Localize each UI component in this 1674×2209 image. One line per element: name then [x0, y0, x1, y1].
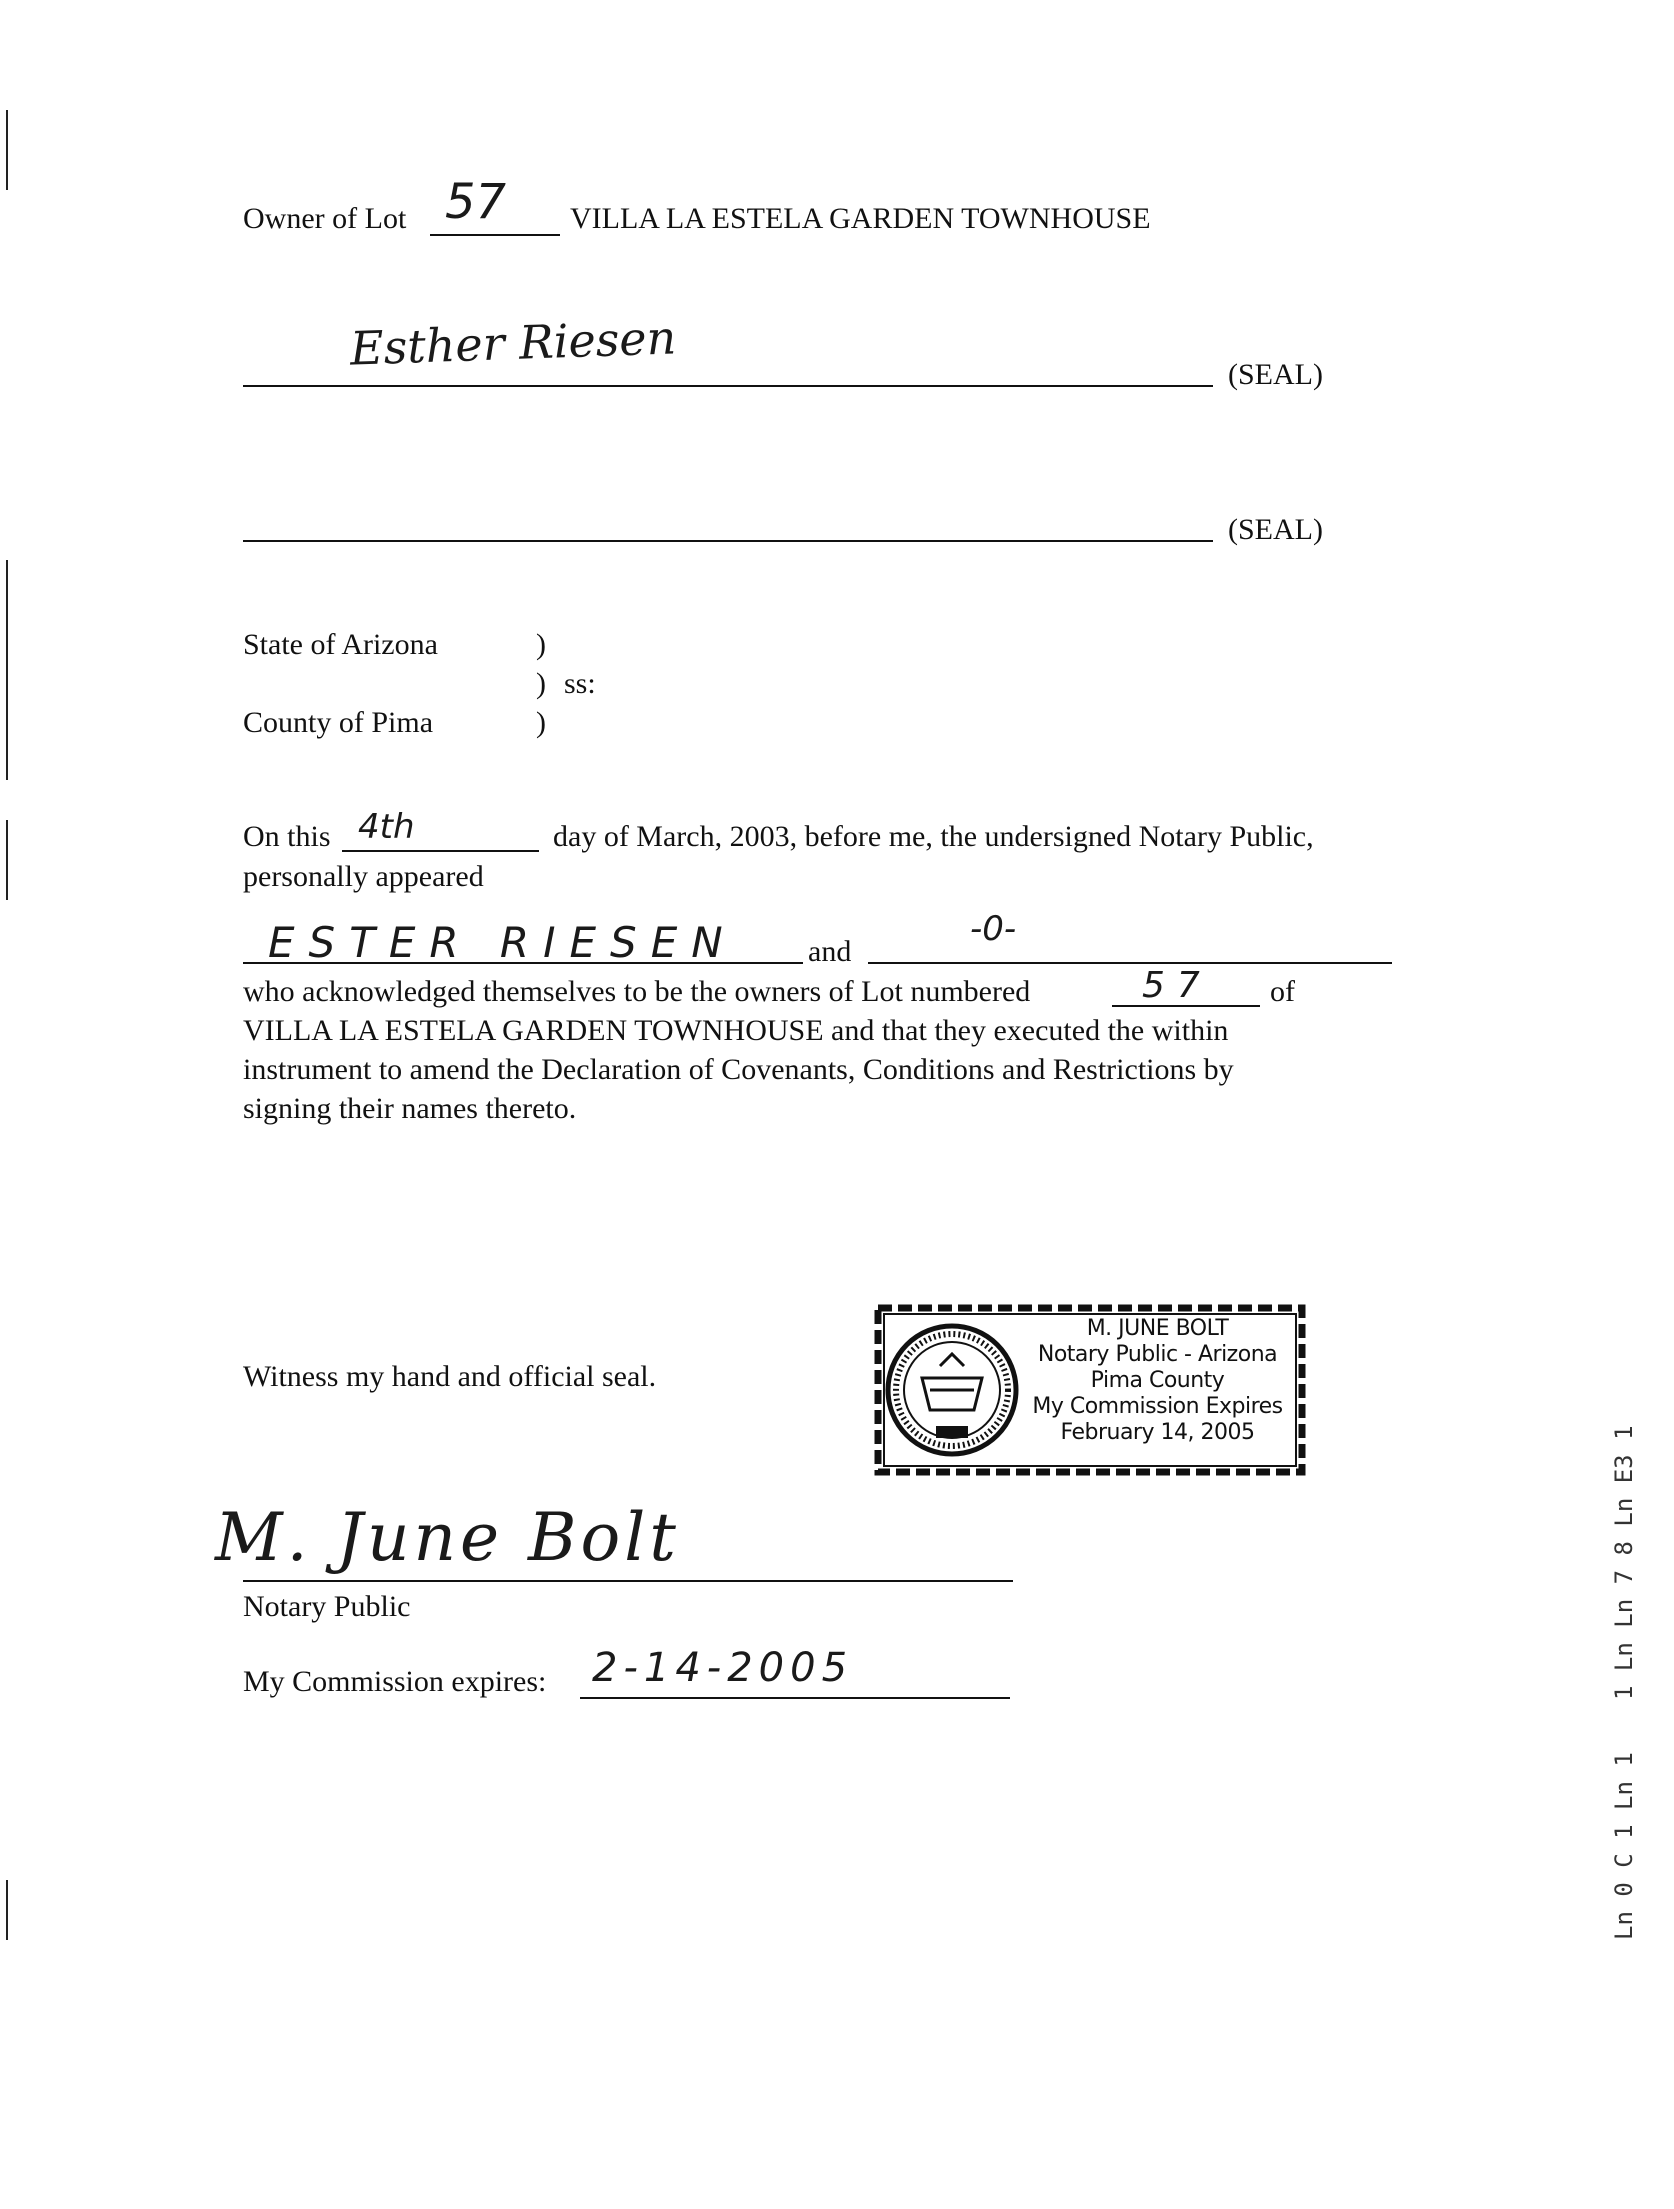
acknowledgment-line-6: instrument to amend the Declaration of Covenants, Conditions and Restrictions by: [243, 1053, 1234, 1086]
second-owner-rule: [868, 962, 1392, 964]
county-label: County of Pima: [243, 706, 434, 739]
on-this-label: On this: [243, 820, 331, 853]
owner-of-lot-label: Owner of Lot: [243, 202, 407, 235]
stamp-notary-title: Notary Public - Arizona: [1037, 1342, 1278, 1367]
scan-edge-mark: [6, 820, 8, 900]
signature-rule-2: [243, 540, 1213, 542]
notary-signature: M. June Bolt: [215, 1499, 680, 1576]
day-rule: [342, 850, 539, 852]
side-mark: 1 Ln Ln 7 8 Ln E3 1: [1610, 1425, 1638, 1700]
acknowledgment-line-5: VILLA LA ESTELA GARDEN TOWNHOUSE and that they executed the within: [243, 1014, 1229, 1047]
lot-number-rule: [430, 234, 560, 236]
scan-edge-mark: [6, 110, 8, 190]
notary-public-label: Notary Public: [243, 1590, 411, 1623]
stamp-notary-name: M. JUNE BOLT: [1086, 1316, 1229, 1341]
acknowledgment-line-7: signing their names thereto.: [243, 1092, 577, 1125]
second-owner-handwritten: -0-: [970, 909, 1017, 949]
subdivision-name: VILLA LA ESTELA GARDEN TOWNHOUSE: [570, 202, 1151, 235]
venue-paren: ): [536, 667, 546, 700]
notary-signature-rule: [243, 1580, 1013, 1582]
witness-statement: Witness my hand and official seal.: [243, 1360, 657, 1393]
stamp-expiry-date: February 14, 2005: [1060, 1420, 1255, 1445]
ss-label: ss:: [564, 667, 596, 700]
venue-paren: ): [536, 706, 546, 739]
commission-expires-label: My Commission expires:: [243, 1665, 547, 1698]
scan-edge-mark: [6, 560, 8, 780]
and-label: and: [808, 935, 852, 968]
lot-number-handwritten: 57: [445, 174, 507, 230]
scan-edge-mark: [6, 1880, 8, 1940]
signature-rule-1: [243, 385, 1213, 387]
venue-paren: ): [536, 628, 546, 661]
state-label: State of Arizona: [243, 628, 438, 661]
stamp-county: Pima County: [1090, 1368, 1225, 1393]
day-handwritten: 4th: [358, 807, 415, 847]
commission-date-rule: [580, 1697, 1010, 1699]
owner-name-handwritten: ESTER RIESEN: [268, 918, 737, 967]
acknowledgment-line-4: who acknowledged themselves to be the owners of Lot numbered: [243, 975, 1031, 1008]
commission-date-handwritten: 2-14-2005: [592, 1645, 854, 1691]
side-mark: Ln 0 C 1 Ln 1: [1610, 1752, 1638, 1940]
stamp-commission-label: My Commission Expires: [1032, 1394, 1283, 1419]
owner-signature: Esther Riesen: [349, 310, 677, 376]
lot-numbered-handwritten: 57: [1142, 965, 1212, 1006]
notary-stamp: [870, 1300, 1310, 1480]
seal-label-2: (SEAL): [1228, 513, 1323, 546]
personally-appeared: personally appeared: [243, 860, 484, 893]
of-label: of: [1270, 975, 1295, 1008]
acknowledgment-date-text: day of March, 2003, before me, the undersigned Notary Public,: [553, 820, 1314, 853]
seal-label-1: (SEAL): [1228, 358, 1323, 391]
